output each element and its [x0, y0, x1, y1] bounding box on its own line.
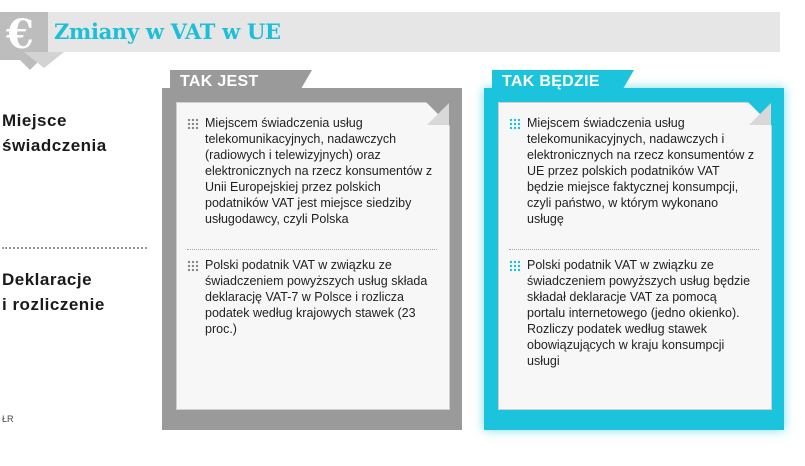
- credit: ŁR: [2, 414, 14, 424]
- euro-icon: €: [6, 11, 34, 58]
- row-label-line: Miejsce: [2, 111, 67, 130]
- item-text: Miejscem świadczenia usług telekomunikacyjnych, nadawczych i elektronicznych na rzecz konsumentów z UE przez polskich podatników VAT będzie miejsce faktycznej konsumpcji, czyli państwo, w którym wykonano usługę: [527, 116, 755, 226]
- grid-bullet-icon: [187, 260, 199, 272]
- header-banner: [0, 11, 780, 58]
- document-card: [176, 102, 450, 410]
- list-item: [509, 257, 757, 369]
- column-tak-jest: [162, 70, 462, 430]
- document-card: [498, 102, 772, 410]
- page-title: Zmiany w VAT w UE: [54, 19, 281, 44]
- row-label-line: i rozliczenie: [2, 295, 105, 314]
- grid-bullet-icon: [509, 260, 521, 272]
- row-label-line: Deklaracje: [2, 270, 93, 289]
- item-divider: [509, 249, 759, 250]
- list-item: [509, 115, 757, 227]
- column-tak-bedzie: [484, 70, 784, 430]
- tab-tak-bedzie: TAK BĘDZIE: [492, 70, 620, 94]
- item-text: Miejscem świadczenia usług telekomunikacyjnych, nadawczych (radiowych i telewizyjnych) oraz elektronicznych na rzecz konsumentów z Unii Europejskiej przez polskich podatników VAT jest miejsce siedziby usługodawcy, czyli Polska: [205, 116, 433, 226]
- grid-bullet-icon: [187, 118, 199, 130]
- item-text: Polski podatnik VAT w związku ze świadczeniem powyższych usług składa deklarację VAT-7 w Polsce i rozlicza podatek według krajowych stawek (23 proc.): [205, 258, 428, 336]
- row-label-miejsce-swiadczenia: [2, 108, 107, 158]
- row-label-deklaracje: [2, 267, 105, 317]
- grid-bullet-icon: [509, 118, 521, 130]
- list-item: [187, 257, 435, 337]
- row-label-line: świadczenia: [2, 136, 107, 155]
- list-item: [187, 115, 435, 227]
- item-divider: [187, 249, 437, 250]
- banner-pointer: [24, 52, 64, 68]
- row-divider: [2, 247, 147, 249]
- tab-tak-jest: TAK JEST: [170, 70, 298, 94]
- item-text: Polski podatnik VAT w związku ze świadczeniem powyższych usług będzie składał deklaracje VAT za pomocą portalu internetowego (jedno okienko). Rozliczy podatek według stawek obowiązujących w kraju konsumpcji usługi: [527, 258, 751, 368]
